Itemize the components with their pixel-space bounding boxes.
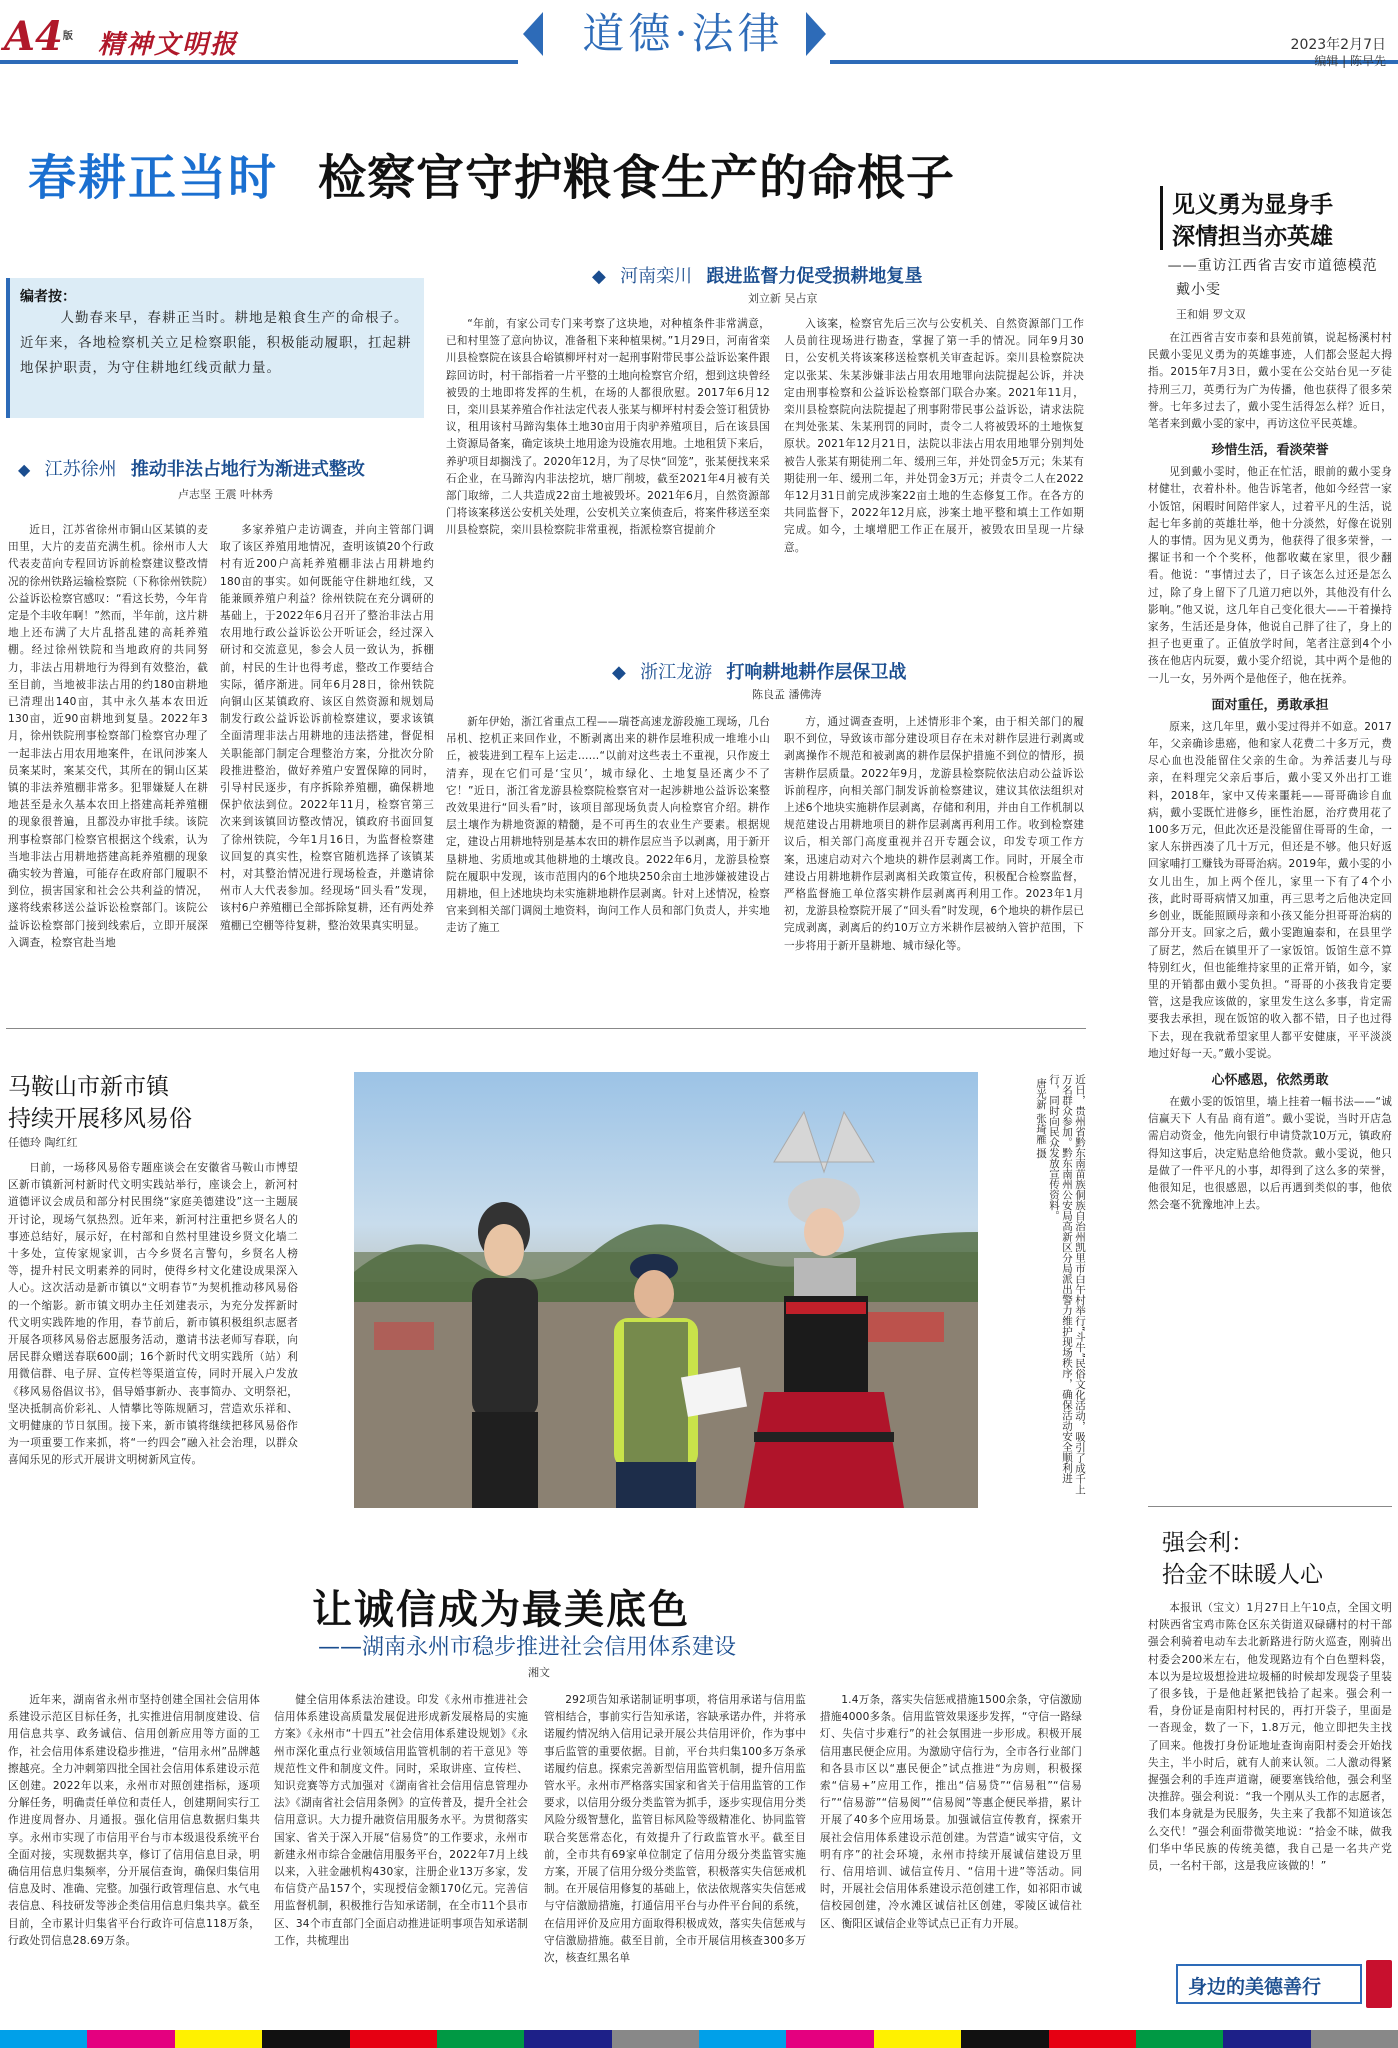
luanchuan-col2: 入该案，检察官先后三次与公安机关、自然资源部门工作人员前往现场进行勘查，掌握了第一手的情况。同年9月30日，公安机关将该案移送检察机关审查起诉。栾川县检察院决定以张某、朱某涉嫌非法占用农用地罪向法院提起公诉，并决定由刑事检察和公益诉讼检察部门联合办案。2021年11月，栾川县检察院向法院提起了刑事附带民事公益诉讼，请求法院在判处张某、朱某刑罚的同时，责令二人将被毁坏的土地恢复原状。2021年12月21日，法院以非法占用农用地罪分别判处被告人张某有期徒刑二年、缓刑三年，并处罚金5万元；朱某有期徒刑一年、缓刑二年，并处罚金3万元；并责令二人在2022年12月31日前完成涉案22亩土地的生态修复工作。在各方的共同监督下，2022年12月底，涉案土地平整和填土工作如期完成。如今，土壤增肥工作正在展开，被毁农田呈现一片绿意。 — [784, 318, 1084, 554]
headline-title: 检察官守护粮食生产的命根子 — [318, 150, 956, 206]
section-title: 道德·法律 — [582, 9, 784, 58]
editor-credit: 编辑 | 陈早先 — [1314, 54, 1386, 68]
maanshan-byline: 任德玲 陶红红 — [8, 1136, 78, 1149]
diamond-icon: ◆ — [612, 662, 626, 683]
qiang-title2: 拾金不昧暖人心 — [1162, 1562, 1323, 1588]
longyou-byline: 陈良孟 潘佛涛 — [752, 688, 822, 701]
hero-subhead-1: 珍惜生活，看淡荣誉 — [1211, 443, 1329, 459]
headline-kicker: 春耕正当时 — [28, 150, 279, 206]
xuzhou-byline: 卢志坚 王震 叶林秀 — [178, 488, 273, 501]
luanchuan-place: 河南栾川 — [620, 266, 693, 287]
photo-scene — [354, 1072, 978, 1508]
luanchuan-heading — [592, 262, 922, 288]
maanshan-title1: 马鞍山市新市镇 — [8, 1074, 169, 1100]
printer-color-bar — [0, 2030, 1398, 2048]
right-column-rule — [1160, 186, 1163, 250]
photo-credit: 唐光新 张琦雁 摄 — [1035, 1078, 1047, 1159]
xuzhou-title: 推动非法占地行为渐进式整改 — [130, 459, 365, 480]
credit-subtitle: ——湖南永州市稳步推进社会信用体系建设 — [318, 1635, 737, 1660]
credit-col1: 近年来，湖南省永州市坚持创建全国社会信用体系建设示范区目标任务，扎实推进信用制度建设、信用信息共享、政务诚信、信用创新应用等方面的工作，社会信用体系建设稳步推进，“信用永州”品牌越擦越亮。全力冲刺第四批全国社会信用体系建设示范区创建。2022年以来，永州市对照创建指标，逐项分解任务，明确责任单位和责任人，创建期间实行工作进度周督办、月通报。强化信用信息数据归集共享。永州市实现了市信用平台与市本级退役系统平台全面对接，实现数据共享，修订了信用信息目录，明确信用信息归集频率，分开展信查询，确保归集信用信息及时、准确、完整。加强行政管理信息、水气电表信息、科技研发等涉企类信用信息归集共享。截至目前，全市累计归集省平台行政许可信息118万条，行政处罚信息28.69万条。 — [8, 1694, 260, 1947]
header-rule-right — [830, 60, 1398, 64]
longyou-col2: 方，通过调查查明，上述情形非个案，由于相关部门的履职不到位，导致该市部分建设项目存在未对耕作层进行剥离或剥离操作不规范和被剥离的耕作层保护措施不到位的情形，损害耕作层质量。2022年9月，龙游县检察院依法启动公益诉讼诉前程序，向相关部门制发诉前检察建议，建议其依法组织对上述6个地块实施耕作层剥离，存储和利用，并由自工作机制以规范建设占用耕地项目的耕作层剥离再利用工作。收到检察建议后，相关部门高度重视并召开专题会议，印发专项工作方案，迅速启动对六个地块的耕作层剥离工作。同时，开展全市建设占用耕地耕作层剥离相关政策宣传，积极配合检察监督，严格监督施工单位落实耕作层剥离再利用工作。2023年1月初，龙游县检察院开展了“回头看”时发现，6个地块的耕作层已完成剥离，剥离后的约10万立方米耕作层被纳入管护范围，下一步将用于新开垦耕地、城市绿化等。 — [784, 716, 1084, 952]
qiang-title1: 强会利： — [1162, 1530, 1254, 1556]
hero-section-1: 见到戴小雯时，他正在忙活，眼前的戴小雯身材健壮，衣着朴朴。他告诉笔者，他如今经营一家小饭馆，闲暇时间陪伴家人，过着平凡的生活，说起七年多前的英雄壮举，他十分淡然，好像在说别人的事情。因为见义勇为，他获得了很多荣誉，一摞证书和一个个奖杯，他都收藏在家里，很少翻看。他说：“事情过去了，日子该怎么过还是怎么过，除了身上留下了几道刀疤以外，其他没有什么影响。”他又说，这几年自己变化很大——干着操持家务，生活还是身体，他说自己胖了往了，身上的担子也更重了。正值放学时间，笔者注意到4个小孩在他店内玩耍，戴小雯介绍说，其中两个是他的一儿一女，另外两个是他侄子，他在抚养。 — [1148, 466, 1392, 685]
photo-caption-text: 近日，贵州省黔东南苗族侗族自治州凯里市白午村举行“斗牛”民俗文化活动，吸引了成千上万名群众参加。黔东南州公安局高新区分局派出警力维护现场秩序，确保活动安全顺利进行，同时向民众发放宣传资料。 — [1048, 1074, 1086, 1495]
seal-stamp — [1366, 1960, 1392, 2008]
hero-section-2: 原来，这几年里，戴小雯过得并不如意。2017年，父亲确诊患癌，他和家人花费二十多万元，费尽心血也没能留住父亲的生命。为养活妻儿与母亲，在料理完父亲后事后，戴小雯又外出打工谁料，2018年，家中又传来噩耗——哥哥确诊自血病，戴小雯既忙进修乡，匪性治愿，治疗费用花了100多万元，但此次还是没能留住哥哥的生命，一家人东拼西凑了几十万元，但还是不够。他只好返回家哺打工赚钱为哥哥治病。2019年，戴小雯的小女儿出生，加上两个侄儿，家里一下有了4个小孩，此时哥哥病情又加重，再三思考之后他决定回乡创业，既能照顾母亲和小孩又能分担哥哥治病的部分开支。回家之后，戴小雯跑遍泰和，在县里学了厨艺，然后在镇里开了一家饭馆。饭馆生意不算特别红火，但也能维持家里的正常开销，如今，家里的开销都由戴小雯负担。“哥哥的小孩我肯定要管，这是我应该做的，家里发生这么多事，肯定需要我去承担，现在饭馆的收入都不错，日子也过得下去，现在我就希望家里人都平安健康，平平淡淡地过好每一天。”戴小雯说。 — [1148, 720, 1392, 1060]
qiang-text: 本报讯（宝文）1月27日上午10点，全国文明村陕西省宝鸡市陈仓区东关街道双碌礴村的村干部强会利骑着电动车去北新路进行防火巡查，刚骑出村委会200米左右，他发现路边有个白色塑料袋，本以为是垃圾想捡进垃圾桶的时候却发现袋子里装了很多钱，于是他赶紧把钱拾了起来。强会利一看，身份证是南阳村村民的，再打开袋子，里面是一沓现金，数了一下，1.8万元，他立即把失主找了回来。他拨打身份证地址查询南阳村委会开始找失主，半小时后，就有人前来认领。二人激动得紧握强会利的手连声道谢，硬要塞钱给他，强会利坚决推辞。强会利说：“我一个刚从头工作的志愿者，我们本身就是为民服务，失主来了我都不知道该怎么交代！”强会利面带微笑地说：“拾金不昧，做我们华中华民族的传统美德，我自己是一名共产党员，一名村干部，这是我应该做的！” — [1148, 1602, 1392, 1873]
xuzhou-col1: 近日，江苏省徐州市铜山区某镇的麦田里，大片的麦苗充满生机。徐州市人大代表麦苗向专程回访诉前检察建议整改情况的徐州铁路运输检察院（下称徐州铁院）公益诉讼检察官感叹：“看这长势，今年肯定是个丰收年啊！”然而，半年前，这片耕地上还布满了大片乱搭乱建的高耗养殖棚。经过徐州铁院和当地政府的共同努力，非法占用耕地行为得到有效整治，截至目前，当地被非法占用的约180亩耕地已清理出140亩，其中永久基本农田近130亩，近90亩耕地到复垦。2022年3月，徐州铁院刑事检察部门检察官办理了一起非法占用农用地案件，在讯问涉案人员案某时，案某交代，其所在的铜山区某镇的非法养殖棚非常多。犯罪嫌疑人在耕地甚至是永久基本农田上搭建高耗养殖棚的现象很普遍，且都没办审批手续。该院刑事检察部门检察官根据这个线索，认为当地非法占用耕地搭建高耗养殖棚的现象确实较为普遍，可能存在政府部门履职不到位，损害国家和社会公共利益的情况，遂将线索移送公益诉讼检察部门。该院公益诉讼检察部门接到线索后，立即开展深入调查，检察官赴当地 — [8, 524, 208, 949]
credit-col2: 健全信用体系法治建设。印发《永州市推进社会信用体系建设高质量发展促进形成新发展格局的实施方案》《永州市“十四五”社会信用体系建设规划》《永州市深化重点行业领域信用监管机制的若干意见》等规范性文件和制度文件。同时，采取讲座、宣传栏、知识竞赛等方式加强对《湖南省社会信用信息管理办法》《湖南省社会信用条例》的宣传普及，提升全社会信用意识。大力提升融资信用服务水平。为贯彻落实国家、省关于深入开展“信易贷”的工作要求，永州市新建永州市综合金融信用服务平台，2022年7月上线以来，入驻金融机构430家，注册企业13万多家，发布信贷产品157个，实现授信金额170亿元。完善信用监督机制，积极推行告知承诺制，在全市11个县市区、34个市直部门全面启动推进证明事项告知承诺制工作，共梳理出 — [274, 1694, 528, 1947]
luanchuan-title: 跟进监督力促受损耕地复垦 — [706, 266, 923, 287]
header-rule-left — [0, 60, 518, 64]
hero-intro: 在江西省吉安市泰和县苑前镇，说起杨溪村村民戴小雯见义勇为的英雄事迹，人们都会竖起大拇指。2015年7月3日，戴小雯在公交站台见一歹徒持刑三刀，英勇行为广为传播，他也获得了很多荣誉。七年多过去了，戴小雯生活得怎么样？近日，笔者来到戴小雯的家中，再访这位平民英雄。 — [1148, 332, 1392, 431]
credit-byline: 湘文 — [528, 1666, 550, 1679]
section-right-arrow — [806, 12, 826, 56]
editor-note-label: 编者按： — [20, 289, 76, 305]
hero-subhead-2: 面对重任，勇敢承担 — [1211, 697, 1329, 713]
luanchuan-byline: 刘立新 吴占京 — [748, 292, 818, 305]
hero-byline: 王和娟 罗文双 — [1176, 308, 1246, 321]
photo-caption — [982, 1074, 1086, 1504]
hero-subhead-3: 心怀感恩，依然勇敢 — [1211, 1072, 1329, 1088]
xuzhou-col2: 多家养殖户走访调查，并向主管部门调取了该区养殖用地情况，查明该镇20个行政村有近200户高耗养殖棚非法占用耕地约180亩的事实。如何既能守住耕地红线，又能兼顾养殖户利益？徐州铁院在充分调研的基础上，于2022年6月召开了整治非法占用农用地行政公益诉讼公开听证会，经过深入研讨和交流意见，参会人员一致认为，拆棚前，村民的生计也得考虑，整改工作要结合实际，循序渐进。同年6月28日，徐州铁院向铜山区某镇政府、该区自然资源和规划局制发行政公益诉讼诉前检察建议，要求该镇全面清理非法占用耕地的违法搭建，督促相关职能部门制定合理整治方案，分批次分阶段推进整治，做好养殖户安置保障的同时，引导村民逐步，有序拆除养殖棚，确保耕地保护依法到位。2022年11月，检察官第三次来到该镇回访整改情况，镇政府书面回复了徐州铁院，今年1月16日，为监督检察建议回复的真实性，检察官随机选择了该镇某村，对其整治情况进行现场检查，并邀请徐州市人大代表参加。经现场“回头看”发现，该村6户养殖棚已全部拆除复耕，还有两处养殖棚已空棚等待复耕，整治效果真实明显。 — [220, 524, 434, 932]
divider-horizontal — [6, 1028, 1086, 1029]
longyou-col1: 新年伊始，浙江省重点工程——瑞苍高速龙游段施工现场，几台吊机、挖机正来回作业，不断剥离出来的耕作层堆积成一堆堆小山丘，被装进到工程车上运走……“以前对这些表土不重视，只作废土清弃，现在它们可是‘宝贝’，城市绿化、土地复垦还离少不了它！”近日，浙江省龙游县检察院检察官对一起涉耕地公益诉讼案整改效果进行“回头看”时，该项目部现场负责人向检察官介绍。耕作层土壤作为耕地资源的精髓，是不可再生的农业生产要素。根据规定，建设占用耕地特别是基本农田的耕作层应当予以剥离，用于新开垦耕地、劣质地或其他耕地的土壤改良。2022年6月，龙游县检察院在履职中发现，该市范围内的6个地块250余亩土地涉嫌被建设占用耕地，但上述地块均未实施耕地耕作层剥离。针对上述情况，检察官来到相关部门调阅土地资料，询问工作人员和部门负责人，并实地走访了施工 — [446, 716, 770, 935]
credit-col3: 292项告知承诺制证明事项，将信用承诺与信用监管相结合，事前实行告知承诺，容缺承诺办件，并将承诺履约情况纳入信用记录开展公共信用评价，作为事中事后监管的重要依据。目前，平台共归集100多万条承诺履约信息。探索完善新型信用监管机制，提升信用监管水平。永州市严格落实国家和省关于信用监管的工作要求，以信用分级分类监管为抓手，逐步实现信用分类风险分级智慧化，监管目标风险等级精准化、协同监管联合奖惩常态化，有效提升了行政监管水平。截至目前，全市共有69家单位制定了信用分级分类监管实施方案，开展了信用分级分类监管，积极落实失信惩戒机制。在开展信用修复的基础上，依法依规落实失信惩戒与守信激励措施，打通信用平台与办件平台间的系统，在信用评价及应用方面取得积极成效，落实失信惩戒与守信激励措施。截至目前，全市开展信用核查300多万次，核查红黑名单 — [544, 1694, 806, 1965]
hero-section-3: 在戴小雯的饭馆里，墙上挂着一幅书法——“诚信赢天下 人有品 商有道”。戴小雯说，当时开店急需启动资金，他先向银行申请贷款10万元，镇政府得知这事后，决定贴息给他贷款。戴小雯说，他只是做了一件平凡的小事，却得到了这么多的荣誉，他很知足，也很感恩，以后再遇到类似的事，他依然会毫不犹豫地冲上去。 — [1148, 1095, 1392, 1212]
virtue-box — [1176, 1964, 1362, 2004]
masthead — [0, 0, 1398, 70]
longyou-place: 浙江龙游 — [640, 662, 713, 683]
virtue-box-label: 身边的美德善行 — [1188, 1976, 1322, 1998]
longyou-heading — [612, 658, 906, 684]
section-left-arrow — [523, 12, 543, 56]
xuzhou-place: 江苏徐州 — [44, 459, 117, 480]
longyou-title: 打响耕地耕作层保卫战 — [726, 662, 907, 683]
hero-subtitle: ——重访江西省吉安市道德模范戴小雯 — [1167, 258, 1378, 298]
maanshan-text: 日前，一场移风易俗专题座谈会在安徽省马鞍山市博望区新市镇新河村新时代文明实践站举行，座谈会上，新河村道德评议会成员和部分村民围绕“家庭美德建设”这一主题展开讨论，现场气氛热烈。近年来，新河村注重把乡贤名人的事迹总结好，展示好，在村部和自然村里建设乡贤文化墙二十多处，宣传家规家训，古今乡贤名言警句，乡贤名人榜等，提升村民文明素养的同时，使得乡村文化建设成果深入人心。这次活动是新市镇以“文明春节”为契机推动移风易俗的一个缩影。新市镇文明办主任刘建表示，为充分发挥新时代文明实践阵地的作用，春节前后，新市镇积极组织志愿者开展各项移风易俗志愿服务活动，邀请书法老师写春联，向居民群众赠送春联600副；16个新时代文明实践所（站）利用微信群、电子屏、宣传栏等渠道宣传，同时开展入户发放《移风易俗倡议书》，倡导婚事新办、丧事简办、文明祭祀，坚决抵制高价彩礼、人情攀比等陈规陋习，营造欢乐祥和、文明健康的节日氛围。接下来，新市镇将继续把移风易俗作为一项重要工作来抓，将“一约四会”融入社会治理，以群众喜闻乐见的形式开展讲文明树新风宣传。 — [8, 1162, 298, 1467]
luanchuan-col1: “年前，有家公司专门来考察了这块地，对种植条件非常满意，已和村里签了意向协议，准备租下来种植果树。”1月29日，河南省栾川县检察院在该县合峪镇柳坪村对一起刑事附带民事公益诉讼案件跟踪回访时，村干部指着一片平整的土地向检察官介绍，想到这块曾经被毁的土地即将发挥的生机，在场的人都很欣慰。2017年6月12日，栾川县某养殖合作社法定代表人张某与柳坪村村委会签订租赁协议，租用该村马蹄沟集体土地30亩用于肉驴养殖项目，后在该县国土资源局备案，确定该块土地用途为设施农用地。土地租赁下来后，养驴项目却搁浅了。2020年12月，为了尽快“回笼”，张某便找来采石企业，在马蹄沟内非法挖坑，塘厂削坡，截至2021年4月被有关部门取缔，二人共造成22亩土地被毁坏。2021年6月，自然资源部门将该案移送公安机关处理，公安机关立案侦查后，将案件移送至栾川县检察院，栾川县检察院非常重视，指派检察官提前介 — [446, 318, 770, 537]
hero-text — [1148, 330, 1392, 1490]
page-suffix: 版 — [62, 31, 73, 42]
maanshan-title2: 持续开展移风易俗 — [8, 1106, 192, 1132]
diamond-icon: ◆ — [18, 460, 31, 479]
diamond-icon: ◆ — [592, 266, 606, 287]
divider-right — [1148, 1506, 1392, 1507]
editor-note-text: 人勤春来早，春耕正当时。耕地是粮食生产的命根子。近年来，各地检察机关立足检察职能，积极能动履职，扛起耕地保护职责，为守住耕地红线贡献力量。 — [20, 310, 412, 376]
paper-name: 精神文明报 — [98, 30, 239, 60]
hero-title1: 见义勇为显身手 — [1172, 192, 1333, 218]
credit-col4: 1.4万条，落实失信惩戒措施1500余条，守信激励措施4000多条。信用监管效果逐步发挥，“守信一路绿灯、失信寸步难行”的社会氛围进一步形成。积极开展信用惠民便企应用。为激励守信行为，全市各行业部门和各县市区以“惠民便企”试点推进“为房则，积极探索“信易+”应用工作，推出“信易贷”“信易租”“信易行”“信易游”“信易阅”“信易阅”等惠企便民举措，累计开展了40多个应用场景。加强诚信宣传教育，探索开展社会信用体系建设示范创建。为营造“诚实守信，文明有序”的社会环境，永州市持续开展诚信建设万里行、信用培训、诚信宣传月、“信用十进”等活动。同时，开展社会信用体系建设示范创建工作，如祁阳市诚信校园创建，冷水滩区诚信社区创建，零陵区诚信社区、衡阳区诚信企业等试点已正有力开展。 — [820, 1694, 1082, 1930]
hero-title2: 深情担当亦英雄 — [1172, 224, 1333, 250]
xuzhou-heading — [18, 455, 365, 481]
credit-title: 让诚信成为最美底色 — [312, 1587, 690, 1633]
news-photo — [354, 1072, 978, 1508]
issue-date: 2023年2月7日 — [1290, 37, 1386, 53]
editor-note-box — [6, 278, 424, 418]
page-number: A4版 — [4, 13, 73, 60]
